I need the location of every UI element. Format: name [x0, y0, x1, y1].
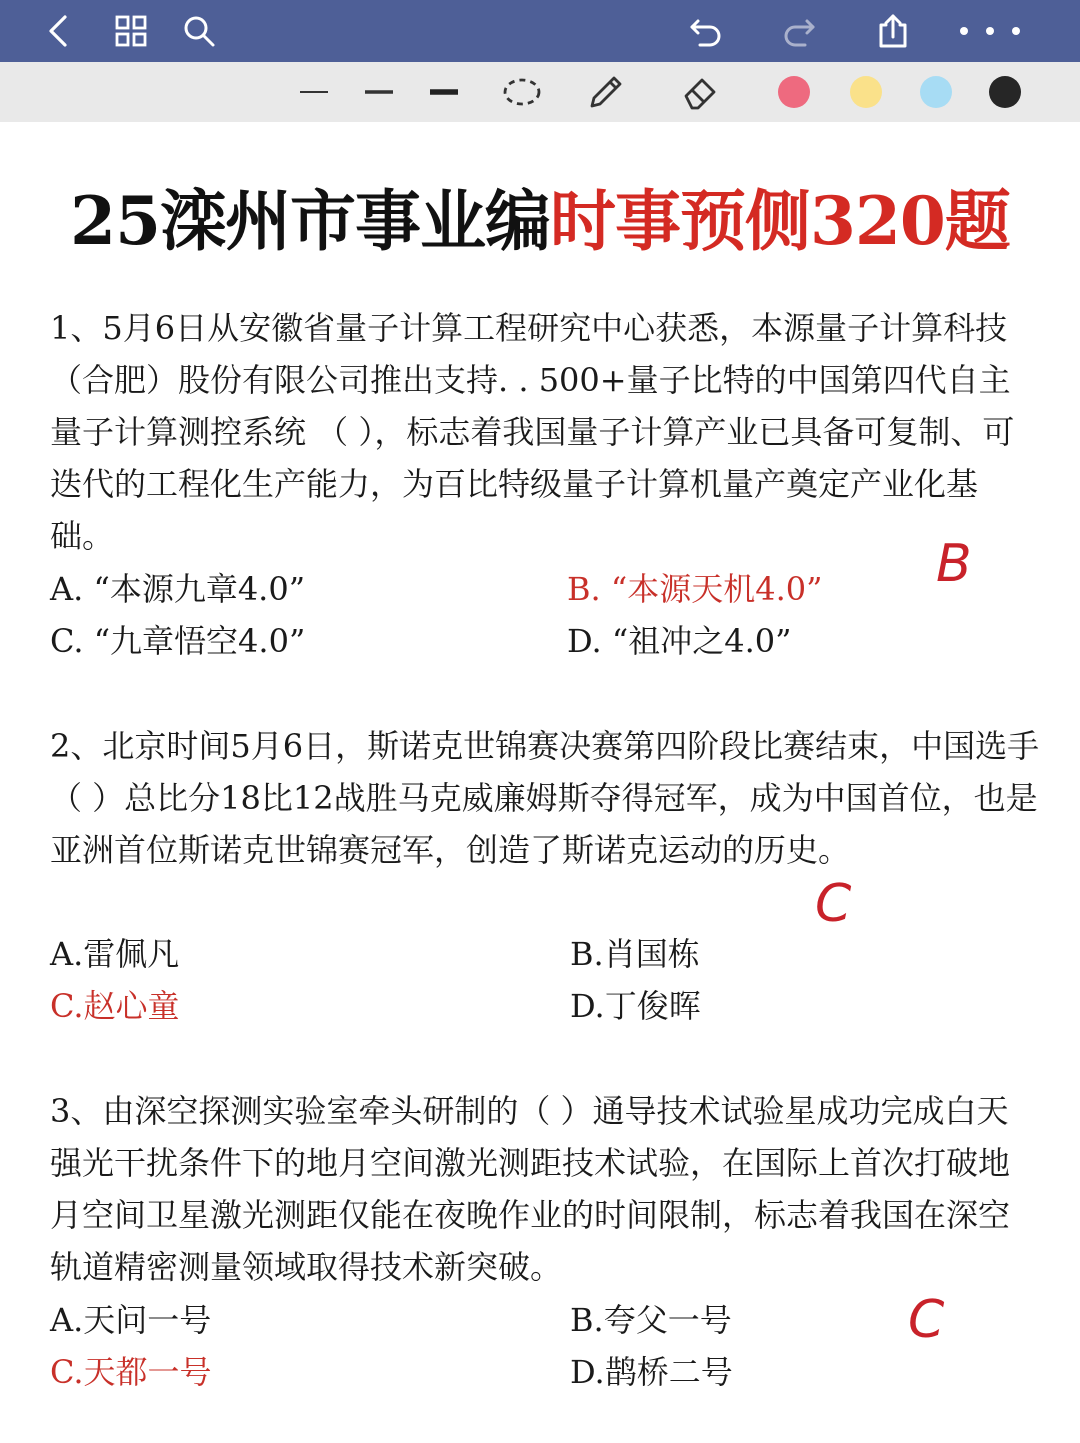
- pink-color-swatch[interactable]: [778, 76, 810, 108]
- grid-icon[interactable]: [108, 8, 154, 54]
- question-1-option-b: B. “本源天机4.0”: [567, 570, 823, 608]
- question-2-option-a: A.雷佩凡: [50, 935, 180, 973]
- question-1-handwritten-answer: B: [936, 534, 972, 594]
- question-2-option-b: B.肖国栋: [570, 935, 700, 973]
- title-red-part: 时事预侧320题: [550, 182, 1010, 260]
- question-2-option-d: D.丁俊晖: [570, 987, 701, 1025]
- question-2-option-c: C.赵心童: [50, 987, 180, 1025]
- question-1-text: 1、5月6日从安徽省量子计算工程研究中心获悉，本源量子计算科技（合肥）股份有限公司推出支持. . 500+量子比特的中国第四代自主量子计算测控系统 （ ），标志着我国量子计算产业已具备可复制、可迭代的工程化生产能力，为百比特级量子计算机量产奠定产业化基础。: [50, 309, 1015, 555]
- title-black-part: 25滦州市事业编: [70, 182, 551, 260]
- question-3-option-d: D.鹊桥二号: [570, 1353, 733, 1391]
- question-3-option-c: C.天都一号: [50, 1353, 212, 1391]
- question-3-option-a: A.天问一号: [50, 1301, 212, 1339]
- black-color-swatch[interactable]: [989, 76, 1021, 108]
- back-icon[interactable]: [36, 8, 82, 54]
- medium-line-icon[interactable]: [357, 72, 401, 112]
- question-2-text: 2、北京时间5月6日，斯诺克世锦赛决赛第四阶段比赛结束，中国选手（ ）总比分18比12战胜马克威廉姆斯夺得冠军，成为中国首位，也是亚洲首位斯诺克世锦赛冠军，创造了斯诺克运动的历史。: [50, 727, 1040, 869]
- pencil-icon[interactable]: [584, 72, 628, 112]
- search-icon[interactable]: [176, 8, 222, 54]
- question-3-handwritten-answer: C: [908, 1290, 945, 1350]
- lasso-icon[interactable]: [500, 72, 544, 112]
- thick-line-icon[interactable]: [422, 72, 466, 112]
- question-1-option-a: A. “本源九章4.0”: [50, 570, 306, 608]
- share-icon[interactable]: [870, 8, 916, 54]
- yellow-color-swatch[interactable]: [850, 76, 882, 108]
- blue-color-swatch[interactable]: [920, 76, 952, 108]
- eraser-icon[interactable]: [678, 72, 722, 112]
- top-nav-bar: [0, 0, 1080, 62]
- drawing-toolbar: [0, 62, 1080, 122]
- question-2-handwritten-answer: C: [815, 874, 852, 934]
- thin-line-icon[interactable]: [292, 72, 336, 112]
- question-1-option-d: D. “祖冲之4.0”: [567, 622, 792, 660]
- more-icon[interactable]: [950, 8, 1030, 54]
- question-1-option-c: C. “九章悟空4.0”: [50, 622, 306, 660]
- page-title: [0, 168, 1080, 263]
- question-3-text: 3、由深空探测实验室牵头研制的（ ）通导技术试验星成功完成白天强光干扰条件下的地月空间激光测距技术试验，在国际上首次打破地月空间卫星激光测距仅能在夜晚作业的时间限制，标志着我国在深空轨道精密测量领域取得技术新突破。: [50, 1092, 1011, 1286]
- redo-icon[interactable]: [776, 8, 822, 54]
- undo-icon[interactable]: [683, 8, 729, 54]
- question-3-option-b: B.夸父一号: [570, 1301, 732, 1339]
